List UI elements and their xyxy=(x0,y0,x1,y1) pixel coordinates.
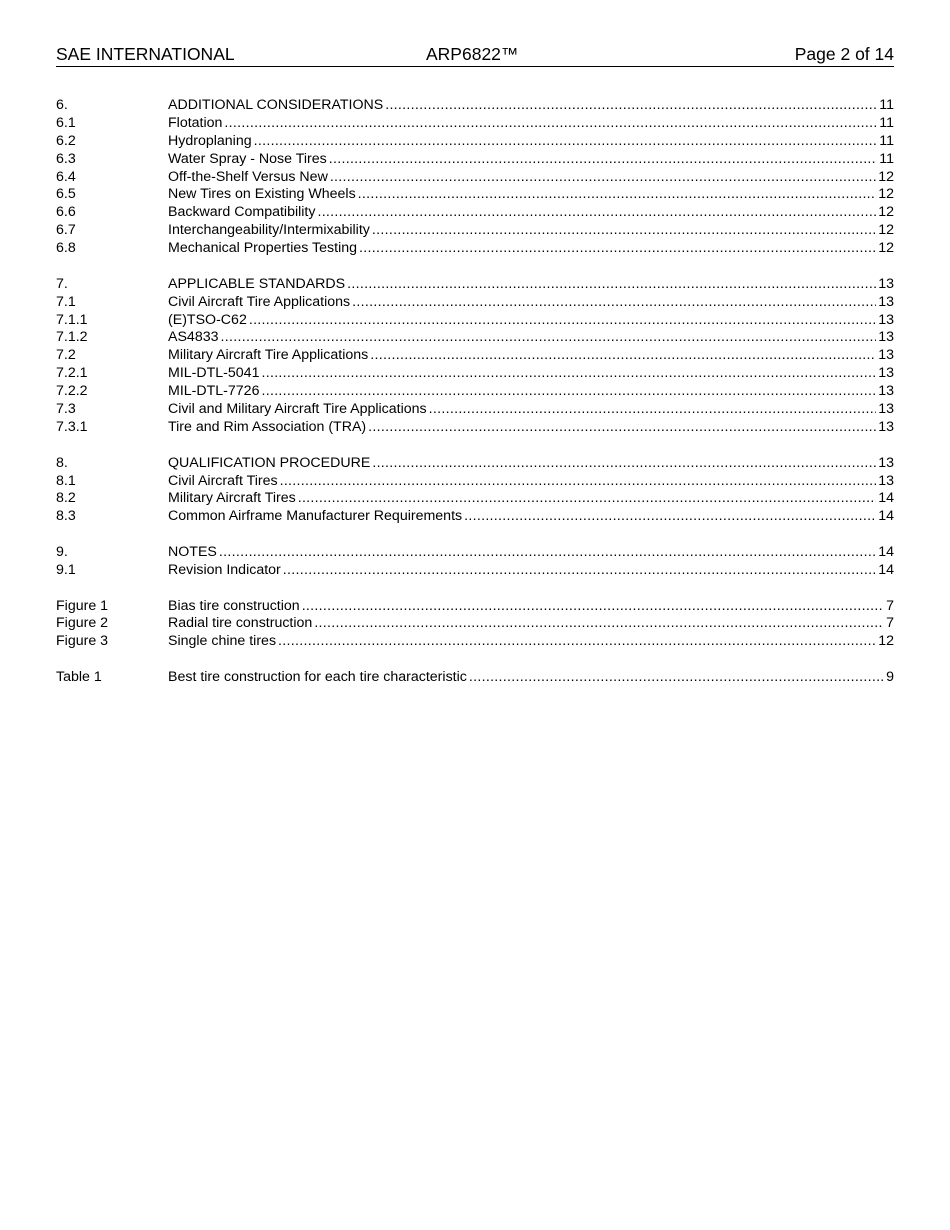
toc-entry[interactable] xyxy=(56,151,894,169)
toc-entry-page: 12 xyxy=(878,222,894,239)
toc-entry-page: 11 xyxy=(879,114,894,131)
page-header xyxy=(56,44,894,67)
toc-entry[interactable] xyxy=(56,186,894,204)
toc-dot-leader xyxy=(302,598,884,616)
toc-entry-title: Military Aircraft Tire Applications xyxy=(168,347,369,364)
toc-dot-leader xyxy=(347,276,876,294)
toc-dot-leader xyxy=(283,562,876,580)
toc-entry-page: 11 xyxy=(879,150,894,167)
toc-entry[interactable] xyxy=(56,401,894,419)
toc-entry-number: 6.6 xyxy=(56,204,76,221)
toc-entry-title: Common Airframe Manufacturer Requirements xyxy=(168,508,463,525)
toc-dot-leader xyxy=(261,365,876,383)
toc-entry-number: 6.3 xyxy=(56,150,76,167)
toc-entry[interactable] xyxy=(56,169,894,187)
toc-entry-page: 14 xyxy=(878,508,894,525)
toc-entry-title: Bias tire construction xyxy=(168,597,300,614)
toc-dot-leader xyxy=(358,186,877,204)
toc-entry-number: 7.1.2 xyxy=(56,329,88,346)
toc-entry-title: (E)TSO-C62 xyxy=(168,311,247,328)
header-organization: SAE INTERNATIONAL xyxy=(56,44,235,64)
toc-entry-title: Off-the-Shelf Versus New xyxy=(168,168,328,185)
toc-entry-title: NOTES xyxy=(168,543,217,560)
toc-entry-page: 11 xyxy=(879,132,894,149)
toc-entry-number: 7.3.1 xyxy=(56,418,88,435)
toc-entry-page: 9 xyxy=(886,669,894,686)
toc-entry-title: AS4833 xyxy=(168,329,219,346)
toc-dot-leader xyxy=(219,544,876,562)
toc-entry-page: 13 xyxy=(878,472,894,489)
toc-entry[interactable] xyxy=(56,133,894,151)
toc-entry-page: 13 xyxy=(878,347,894,364)
toc-entry[interactable] xyxy=(56,204,894,222)
toc-entry-number: 6.5 xyxy=(56,186,76,203)
toc-group xyxy=(56,276,894,437)
toc-entry-title: QUALIFICATION PROCEDURE xyxy=(168,454,371,471)
toc-entry[interactable] xyxy=(56,490,894,508)
toc-dot-leader xyxy=(372,222,876,240)
toc-dot-leader xyxy=(359,240,876,258)
toc-entry-number: 9.1 xyxy=(56,561,76,578)
toc-entry-number: 6.1 xyxy=(56,114,76,131)
toc-entry-title: Tire and Rim Association (TRA) xyxy=(168,418,367,435)
toc-entry-title: Civil and Military Aircraft Tire Applications xyxy=(168,401,427,418)
toc-dot-leader xyxy=(254,133,878,151)
toc-entry[interactable] xyxy=(56,329,894,347)
toc-entry-title: Mechanical Properties Testing xyxy=(168,240,358,257)
toc-entry[interactable] xyxy=(56,347,894,365)
toc-entry-number: Figure 2 xyxy=(56,615,109,632)
toc-dot-leader xyxy=(224,115,877,133)
toc-dot-leader xyxy=(317,204,876,222)
toc-entry[interactable] xyxy=(56,508,894,526)
toc-entry-title: Hydroplaning xyxy=(168,132,252,149)
toc-entry-title: Military Aircraft Tires xyxy=(168,490,296,507)
toc-entry-number: 7.1.1 xyxy=(56,311,88,328)
toc-entry-page: 13 xyxy=(878,383,894,400)
toc-entry[interactable] xyxy=(56,669,894,687)
toc-entry-title: Civil Aircraft Tire Applications xyxy=(168,293,351,310)
toc-dot-leader xyxy=(329,151,878,169)
toc-entry-number: 7. xyxy=(56,275,68,292)
table-of-contents xyxy=(56,97,894,705)
header-document-id: ARP6822™ xyxy=(426,44,519,64)
toc-entry[interactable] xyxy=(56,473,894,491)
toc-entry-page: 13 xyxy=(878,293,894,310)
toc-entry-page: 13 xyxy=(878,401,894,418)
toc-entry-title: MIL-DTL-5041 xyxy=(168,365,260,382)
toc-entry-page: 13 xyxy=(878,454,894,471)
toc-entry-title: MIL-DTL-7726 xyxy=(168,383,260,400)
toc-entry-page: 12 xyxy=(878,168,894,185)
toc-entry-number: 8. xyxy=(56,454,68,471)
toc-dot-leader xyxy=(368,419,876,437)
toc-entry[interactable] xyxy=(56,615,894,633)
toc-entry-title: Best tire construction for each tire characteristic xyxy=(168,669,467,686)
toc-dot-leader xyxy=(330,169,876,187)
toc-entry-number: 6.4 xyxy=(56,168,76,185)
toc-entry-number: 7.1 xyxy=(56,293,76,310)
toc-entry-number: 6.2 xyxy=(56,132,76,149)
toc-entry-number: 7.3 xyxy=(56,401,76,418)
toc-entry[interactable] xyxy=(56,383,894,401)
toc-group xyxy=(56,97,894,258)
toc-entry-number: 7.2 xyxy=(56,347,76,364)
toc-entry[interactable] xyxy=(56,97,894,115)
toc-entry-number: 7.2.1 xyxy=(56,365,88,382)
toc-group xyxy=(56,544,894,580)
toc-group xyxy=(56,455,894,527)
toc-entry-title: Civil Aircraft Tires xyxy=(168,472,278,489)
toc-entry-page: 14 xyxy=(878,543,894,560)
toc-dot-leader xyxy=(464,508,876,526)
toc-entry-number: Figure 3 xyxy=(56,633,109,650)
toc-entry-title: ADDITIONAL CONSIDERATIONS xyxy=(168,97,384,113)
toc-entry-title: Flotation xyxy=(168,114,223,131)
toc-entry[interactable] xyxy=(56,633,894,651)
toc-entry-page: 13 xyxy=(878,365,894,382)
toc-entry-number: 8.1 xyxy=(56,472,76,489)
toc-dot-leader xyxy=(469,669,884,687)
toc-entry-title: Radial tire construction xyxy=(168,615,313,632)
toc-dot-leader xyxy=(249,312,876,330)
toc-dot-leader xyxy=(370,347,876,365)
toc-dot-leader xyxy=(429,401,877,419)
toc-entry-page: 7 xyxy=(886,597,894,614)
toc-entry-title: APPLICABLE STANDARDS xyxy=(168,275,346,292)
toc-entry-number: Figure 1 xyxy=(56,597,109,614)
toc-dot-leader xyxy=(372,455,876,473)
toc-entry-number: 7.2.2 xyxy=(56,383,88,400)
toc-dot-leader xyxy=(298,490,877,508)
toc-entry-title: Backward Compatibility xyxy=(168,204,316,221)
toc-entry[interactable] xyxy=(56,598,894,616)
toc-entry-number: 8.3 xyxy=(56,508,76,525)
toc-entry-page: 12 xyxy=(878,240,894,257)
toc-entry-page: 12 xyxy=(878,633,894,650)
toc-entry[interactable] xyxy=(56,455,894,473)
toc-dot-leader xyxy=(352,294,876,312)
toc-entry-page: 11 xyxy=(879,97,894,113)
toc-entry-title: Interchangeability/Intermixability xyxy=(168,222,370,239)
toc-entry[interactable] xyxy=(56,562,894,580)
toc-entry[interactable] xyxy=(56,312,894,330)
toc-entry-title: Water Spray - Nose Tires xyxy=(168,150,327,167)
header-page-number: Page 2 of 14 xyxy=(794,44,894,64)
toc-dot-leader xyxy=(261,383,876,401)
toc-entry-number: 6. xyxy=(56,97,68,113)
toc-group xyxy=(56,669,894,687)
toc-entry[interactable] xyxy=(56,365,894,383)
toc-entry[interactable] xyxy=(56,115,894,133)
toc-entry-number: 8.2 xyxy=(56,490,76,507)
toc-entry[interactable] xyxy=(56,240,894,258)
toc-entry-number: Table 1 xyxy=(56,669,102,686)
toc-entry-page: 14 xyxy=(878,561,894,578)
toc-entry-page: 13 xyxy=(878,418,894,435)
toc-dot-leader xyxy=(280,473,877,491)
toc-group xyxy=(56,598,894,652)
toc-entry[interactable] xyxy=(56,419,894,437)
toc-dot-leader xyxy=(221,329,877,347)
toc-dot-leader xyxy=(314,615,884,633)
toc-entry[interactable] xyxy=(56,222,894,240)
toc-entry-title: Single chine tires xyxy=(168,633,277,650)
toc-entry[interactable] xyxy=(56,276,894,294)
toc-entry-page: 13 xyxy=(878,329,894,346)
toc-entry-number: 6.8 xyxy=(56,240,76,257)
toc-dot-leader xyxy=(278,633,876,651)
toc-entry[interactable] xyxy=(56,294,894,312)
toc-entry-page: 13 xyxy=(878,311,894,328)
toc-entry-number: 6.7 xyxy=(56,222,76,239)
toc-dot-leader xyxy=(385,97,877,115)
toc-entry-title: Revision Indicator xyxy=(168,561,281,578)
toc-entry-page: 7 xyxy=(886,615,894,632)
toc-entry-page: 12 xyxy=(878,186,894,203)
toc-entry-page: 14 xyxy=(878,490,894,507)
toc-entry-page: 12 xyxy=(878,204,894,221)
toc-entry-page: 13 xyxy=(878,275,894,292)
toc-entry-title: New Tires on Existing Wheels xyxy=(168,186,356,203)
toc-entry[interactable] xyxy=(56,544,894,562)
toc-entry-number: 9. xyxy=(56,543,68,560)
